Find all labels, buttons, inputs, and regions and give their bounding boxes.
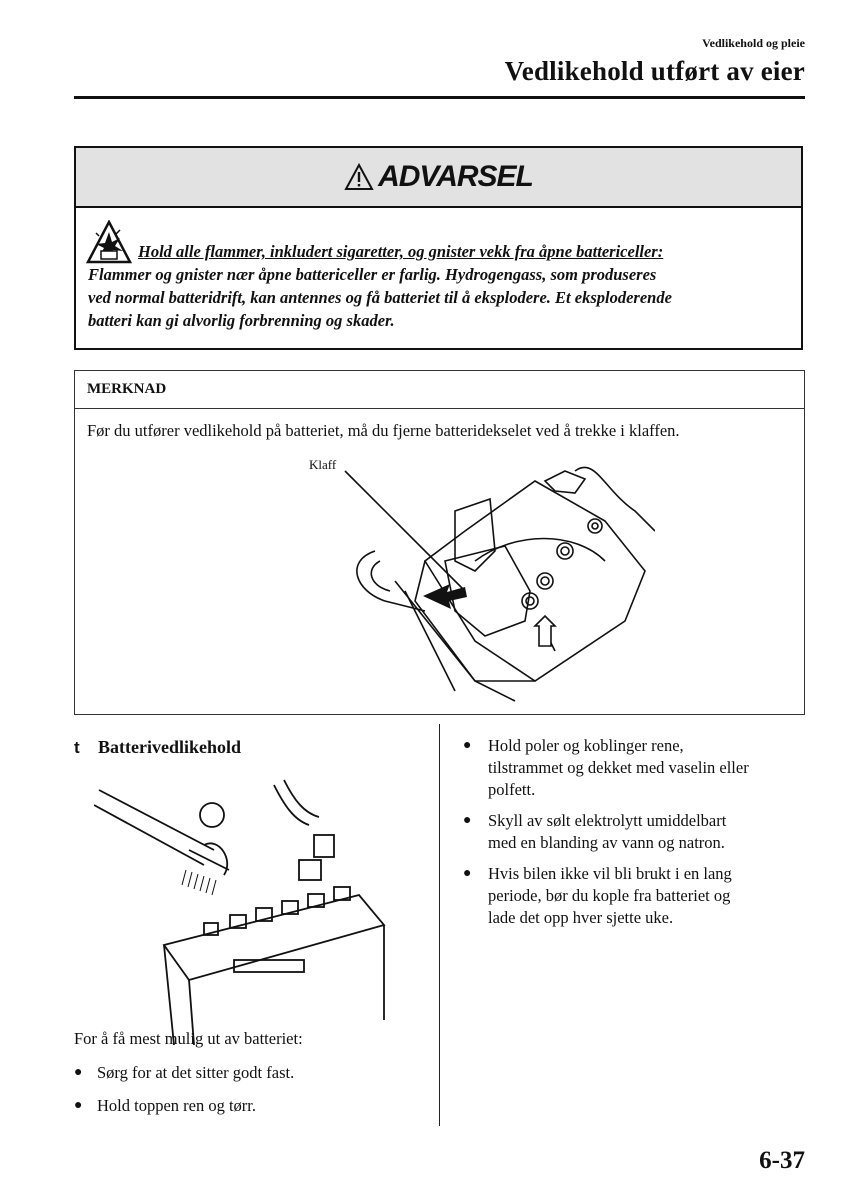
- battery-tips-list: [74, 1061, 294, 1127]
- warning-line-4: batteri kan gi alvorlig forbrenning og skader.: [88, 311, 395, 330]
- header-section-label: Vedlikehold og pleie: [702, 36, 805, 50]
- list-item: [74, 1094, 294, 1117]
- battery-intro: For å få mest mulig ut av batteriet:: [74, 1029, 303, 1048]
- list-item-line: Skyll av sølt elektrolytt umiddelbart: [488, 811, 727, 830]
- section-heading-text: Batterivedlikehold: [98, 737, 241, 757]
- bullet-dot: ●: [74, 1098, 83, 1113]
- header-rule: [74, 96, 805, 99]
- list-item-text: Sørg for at det sitter godt fast.: [97, 1063, 295, 1082]
- list-item-text: Hold toppen ren og tørr.: [97, 1096, 257, 1115]
- list-item: [463, 863, 808, 929]
- warning-body: [76, 208, 801, 332]
- battery-cover-illustration: [275, 451, 655, 711]
- warning-line-2: Flammer og gnister nær åpne battericeller er farlig. Hydrogengass, som produseres: [88, 265, 657, 284]
- list-item-line: Hvis bilen ikke vil bli brukt i en lang: [488, 864, 732, 883]
- bullet-dot: ●: [463, 866, 472, 881]
- right-column: [463, 735, 808, 938]
- warning-triangle-icon: [344, 163, 374, 191]
- explosion-icon: [86, 220, 132, 266]
- note-heading: MERKNAD: [75, 371, 804, 409]
- warning-header: [76, 148, 801, 208]
- section-bullet: t: [74, 737, 80, 757]
- page-number: 6-37: [759, 1147, 805, 1174]
- maintenance-list: [463, 735, 808, 929]
- warning-box: [74, 146, 803, 350]
- note-text: Før du utfører vedlikehold på batteriet, må du fjerne batteridekselet ved å trekke i klaffen.: [87, 421, 680, 440]
- list-item-line: Hold poler og koblinger rene,: [488, 736, 684, 755]
- bullet-dot: ●: [463, 813, 472, 828]
- section-heading: [74, 737, 424, 758]
- battery-cleaning-illustration: [94, 775, 434, 1045]
- note-box: [74, 370, 805, 715]
- column-divider: [439, 724, 440, 1126]
- bullet-dot: ●: [463, 738, 472, 753]
- warning-line-1: Hold alle flammer, inkludert sigaretter, og gnister vekk fra åpne battericeller:: [138, 242, 664, 261]
- list-item-line: periode, bør du kople fra batteriet og: [488, 886, 731, 905]
- warning-heading: ADVARSEL: [378, 160, 533, 193]
- list-item-line: lade det opp hver sjette uke.: [488, 908, 674, 927]
- figure-label-klaff: Klaff: [309, 457, 337, 472]
- list-item: [74, 1061, 294, 1084]
- page-title: Vedlikehold utført av eier: [504, 56, 805, 86]
- list-item: [463, 810, 808, 854]
- warning-line-3: ved normal batteridrift, kan antennes og få batteriet til å eksplodere. Et eksploderende: [88, 288, 672, 307]
- list-item: [463, 735, 808, 801]
- list-item-line: tilstrammet og dekket med vaselin eller: [488, 758, 749, 777]
- list-item-line: med en blanding av vann og natron.: [488, 833, 725, 852]
- left-column: [74, 735, 424, 1115]
- bullet-dot: ●: [74, 1065, 83, 1080]
- list-item-line: polfett.: [488, 780, 536, 799]
